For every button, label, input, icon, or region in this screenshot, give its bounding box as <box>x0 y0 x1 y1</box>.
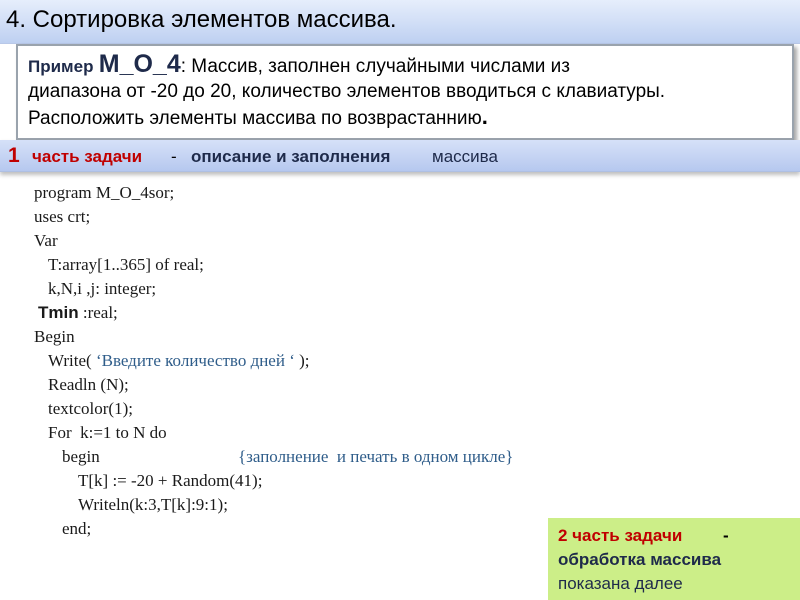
code-line: Begin <box>34 327 75 346</box>
part1-dash: - <box>171 147 177 166</box>
code-line: T[k] := -20 + Random(41); <box>78 471 263 490</box>
part1-label: часть задачи <box>32 147 143 166</box>
example-line2: диапазона от -20 до 20, количество элементов вводиться с клавиатуры. <box>28 81 666 102</box>
code-line: For k:=1 to N do <box>48 423 167 442</box>
example-code: M_O_4 <box>98 50 181 78</box>
code-line <box>38 303 118 323</box>
code-write-end: ); <box>294 351 310 370</box>
part1-number: 1 <box>8 144 20 167</box>
part2-note <box>548 518 800 600</box>
example-label: Пример <box>28 57 94 76</box>
part1-description: описание и заполнения <box>191 147 391 166</box>
code-line: Writeln(k:3,T[k]:9:1); <box>78 495 228 514</box>
code-line: begin <box>62 447 100 466</box>
code-line: program M_O_4sor; <box>34 183 175 202</box>
code-line: k,N,i ,j: integer; <box>48 279 157 298</box>
note-shown-later: показана далее <box>558 574 683 593</box>
code-line: end; <box>62 519 92 538</box>
note-dash: - <box>723 526 729 545</box>
code-line: Var <box>34 231 58 250</box>
note-part2-label: 2 часть задачи <box>558 526 683 545</box>
part1-massiva: массива <box>432 147 498 166</box>
code-line <box>48 351 310 371</box>
code-tmin-type: :real; <box>78 303 118 322</box>
code-line: Readln (N); <box>48 375 129 394</box>
example-line1: : Массив, заполнен случайными числами из <box>180 56 571 77</box>
code-tmin: Tmin <box>38 303 79 322</box>
code-line: T:array[1..365] of real; <box>48 255 204 274</box>
code-line: uses crt; <box>34 207 91 226</box>
example-line3: Расположить элементы массива по возврастаннию <box>28 108 482 129</box>
code-line: textcolor(1); <box>48 399 133 418</box>
example-line3-dot: . <box>481 104 488 129</box>
code-string: ‘Введите количество дней ‘ <box>95 351 295 370</box>
note-processing: обработка массива <box>558 550 722 569</box>
code-write: Write( <box>48 351 96 370</box>
code-comment: {заполнение и печать в одном цикле} <box>238 447 514 466</box>
slide-title: 4. Сортировка элементов массива. <box>6 6 397 33</box>
